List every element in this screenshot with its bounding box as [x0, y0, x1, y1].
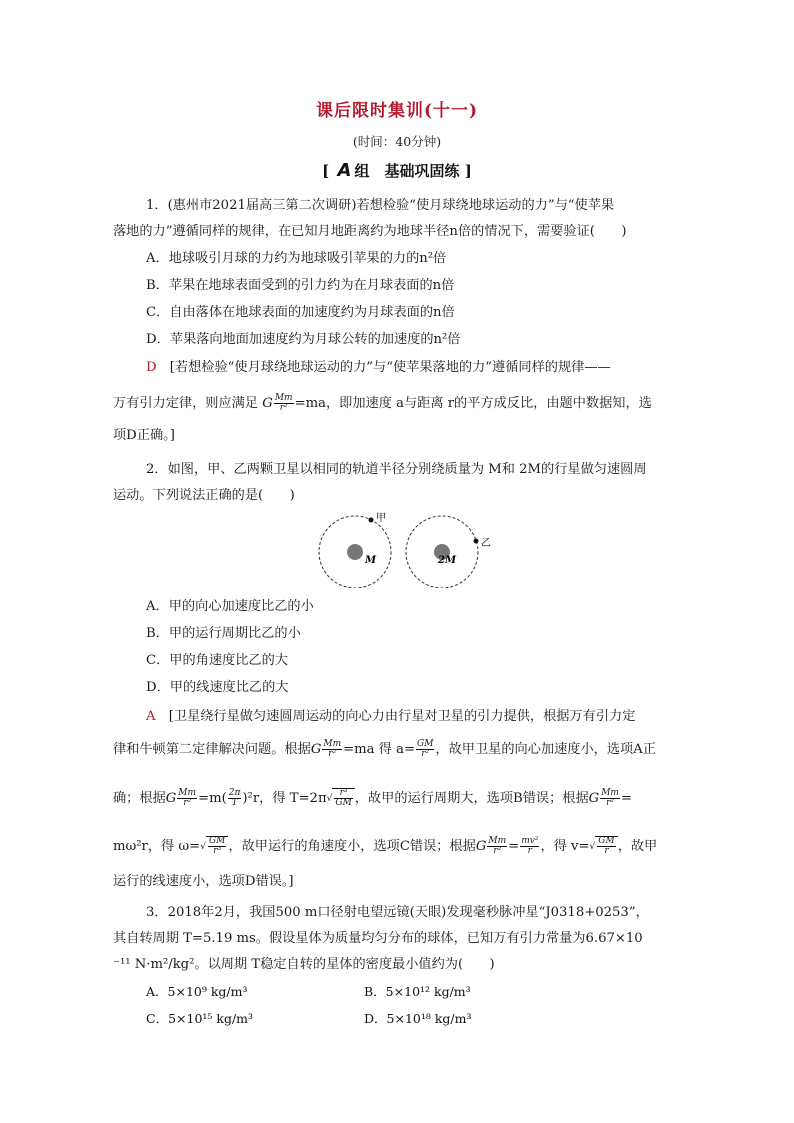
q2-frac-1 — [322, 740, 342, 759]
left-satellite — [369, 518, 374, 523]
left-planet-label: M — [365, 555, 377, 566]
q2-sol-4a: mω²r，得 ω= — [113, 839, 201, 854]
q2-g-2: G — [165, 791, 177, 806]
q2-sqrt-1-den: GM — [335, 798, 352, 808]
q1-solution-text-2a: 万有引力定律，则应满足 — [113, 396, 259, 411]
left-planet — [347, 544, 363, 560]
q2-sol-2a: 律和牛顿第二定律解决问题。根据 — [113, 742, 311, 757]
q1-solution-line-1 — [146, 358, 706, 378]
q3-option-c: C．5×10¹⁵ kg/m³ — [146, 1011, 254, 1026]
q2-sqrt-3-den: r — [604, 846, 609, 856]
q1-answer-letter: D — [146, 360, 157, 375]
q1-stem-line-1: 1．(惠州市2021届高三第二次调研)若想检验“使月球绕地球运动的力”与“使苹果 — [146, 198, 615, 213]
q1-option-c: C．自由落体在地球表面的加速度约为月球表面的n倍 — [146, 305, 455, 320]
q2-frac-7-den: r — [527, 846, 532, 856]
q2-sol-3b: =m( — [198, 791, 227, 806]
q1-frac-num: Mm — [274, 393, 293, 403]
left-satellite-label: 甲 — [376, 513, 386, 524]
q1-formula-g: G — [262, 396, 273, 411]
q2-solution-line-5: 运行的线速度小，选项D错误。] — [113, 874, 294, 889]
q2-sol-4d: ，得 v= — [540, 839, 590, 854]
group-letter: A — [337, 160, 352, 181]
q3-stem-line-1: 3．2018年2月，我国500 m口径射电望远镜(天眼)发现毫秒脉冲星“J0318+0253”， — [146, 905, 649, 920]
q2-solution-line-2 — [113, 740, 673, 760]
q2-frac-4-den: T — [231, 798, 238, 808]
q2-frac-5-num: Mm — [601, 788, 619, 798]
q2-sol-3c: )²r，得 T=2π — [242, 791, 327, 806]
bracket-left: [ — [322, 162, 330, 180]
q1-solution-text-1: [若想检验“使月球绕地球运动的力”与“使苹果落地的力”遵循同样的规律—— — [169, 360, 611, 375]
q2-g-3: G — [588, 791, 600, 806]
q2-option-b: B．甲的运行周期比乙的小 — [146, 626, 301, 641]
q2-solution-line-4 — [113, 836, 673, 857]
q1-formula-fraction — [274, 394, 294, 413]
q2-g-4: G — [475, 839, 487, 854]
q2-frac-4-num: 2π — [228, 788, 241, 798]
q2-sqrt-2: √ $\frac{GM}{\text{r³}}$ — [200, 836, 228, 857]
q1-stem-line-2: 落地的力”遵循同样的规律，在已知月地距离约为地球半径n倍的情况下，需要验证( ) — [113, 224, 627, 239]
q1-frac-den: r² — [279, 403, 288, 413]
q1-solution-text-2b: =ma，即加速度 a与距离 r的平方成反比，由题中数据知，选 — [294, 396, 652, 411]
q2-sol-3d: ，故甲的运行周期大，选项B错误；根据 — [354, 791, 589, 806]
q2-solution-text-1: [卫星绕行星做匀速圆周运动的向心力由行星对卫星的引力提供，根据万有引力定 — [168, 709, 636, 724]
right-satellite — [474, 539, 479, 544]
q2-frac-2 — [416, 740, 434, 759]
q2-option-c: C．甲的角速度比乙的大 — [146, 653, 288, 668]
bracket-right: ] — [464, 162, 472, 180]
q2-frac-3-num: Mm — [178, 788, 197, 798]
q2-frac-3 — [177, 789, 197, 808]
q2-frac-3-den: r² — [183, 798, 192, 808]
q2-frac-1-den: r² — [328, 749, 337, 759]
orbit-figure — [310, 508, 510, 588]
q2-sqrt-3: √ $\frac{GM}{r}$ — [590, 836, 618, 857]
q2-sol-4e: ，故甲 — [617, 839, 658, 854]
right-planet-label: 2M — [438, 555, 457, 566]
q2-frac-7-num: mv² — [521, 836, 539, 846]
q2-sol-4b: ，故甲运行的角速度小，选项C错误；根据 — [228, 839, 476, 854]
q2-frac-6-num: Mm — [488, 836, 507, 846]
q2-sqrt-1: √ $\frac{\text{r³}}{GM}$ — [327, 788, 355, 809]
q2-sqrt-1-num: r³ — [334, 789, 352, 799]
q1-solution-line-2 — [113, 394, 673, 414]
q3-option-a: A．5×10⁹ kg/m³ — [146, 984, 248, 999]
right-satellite-label: 乙 — [481, 538, 491, 549]
q2-sol-3a: 确；根据 — [113, 791, 166, 806]
group-heading — [0, 160, 794, 181]
q2-frac-4 — [228, 789, 242, 808]
q2-sqrt-3-num: GM — [598, 836, 615, 846]
group-label: 组 基础巩固练 — [354, 162, 460, 180]
q3-stem-line-2: 其自转周期 T=5.19 ms。假设星体为质量均匀分布的球体，已知万有引力常量为6.67×10 — [113, 931, 643, 946]
q2-frac-6-den: r² — [493, 846, 502, 856]
q2-frac-5-den: r² — [606, 798, 615, 808]
q2-frac-5 — [600, 789, 620, 808]
q2-sqrt-2-num: GM — [208, 836, 226, 846]
q2-sol-4c: = — [508, 839, 520, 854]
q2-sol-2b: =ma 得 a= — [343, 742, 416, 757]
q2-answer-letter: A — [146, 709, 156, 724]
q2-sol-2c: ，故甲卫星的向心加速度小，选项A正 — [435, 742, 656, 757]
q3-stem-line-3: ⁻¹¹ N·m²/kg²。以周期 T稳定自转的星体的密度最小值约为( ) — [113, 957, 495, 972]
q2-frac-7 — [520, 837, 539, 856]
q3-option-b: B．5×10¹² kg/m³ — [364, 984, 471, 999]
q2-solution-line-3 — [113, 788, 673, 809]
q1-solution-line-3: 项D正确。] — [113, 428, 175, 443]
q1-option-d: D．苹果落向地面加速度约为月球公转的加速度的n²倍 — [146, 332, 461, 347]
q2-option-a: A．甲的向心加速度比乙的小 — [146, 599, 314, 614]
q2-frac-1-num: Mm — [323, 739, 342, 749]
q2-solution-line-1 — [146, 707, 706, 727]
q1-option-b: B．苹果在地球表面受到的引力约为在月球表面的n倍 — [146, 278, 455, 293]
q2-frac-6 — [487, 837, 507, 856]
q2-frac-2-num: GM — [417, 739, 434, 749]
q2-frac-2-den: r² — [421, 749, 430, 759]
q2-sqrt-2-den: r³ — [213, 846, 222, 856]
page-title: 课后限时集训(十一) — [315, 101, 479, 121]
q2-sol-3e: = — [620, 791, 633, 806]
q1-option-a: A．地球吸引月球的力约为地球吸引苹果的力的n²倍 — [146, 251, 447, 266]
q2-option-d: D．甲的线速度比乙的大 — [146, 680, 289, 695]
q2-g-1: G — [310, 742, 322, 757]
q2-stem-line-1: 2．如图，甲、乙两颗卫星以相同的轨道半径分别绕质量为 M和 2M的行星做匀速圆周 — [146, 462, 647, 477]
time-limit: (时间：40分钟) — [352, 134, 442, 149]
q2-stem-line-2: 运动。下列说法正确的是( ) — [113, 488, 295, 503]
q3-option-d: D．5×10¹⁸ kg/m³ — [364, 1011, 472, 1026]
